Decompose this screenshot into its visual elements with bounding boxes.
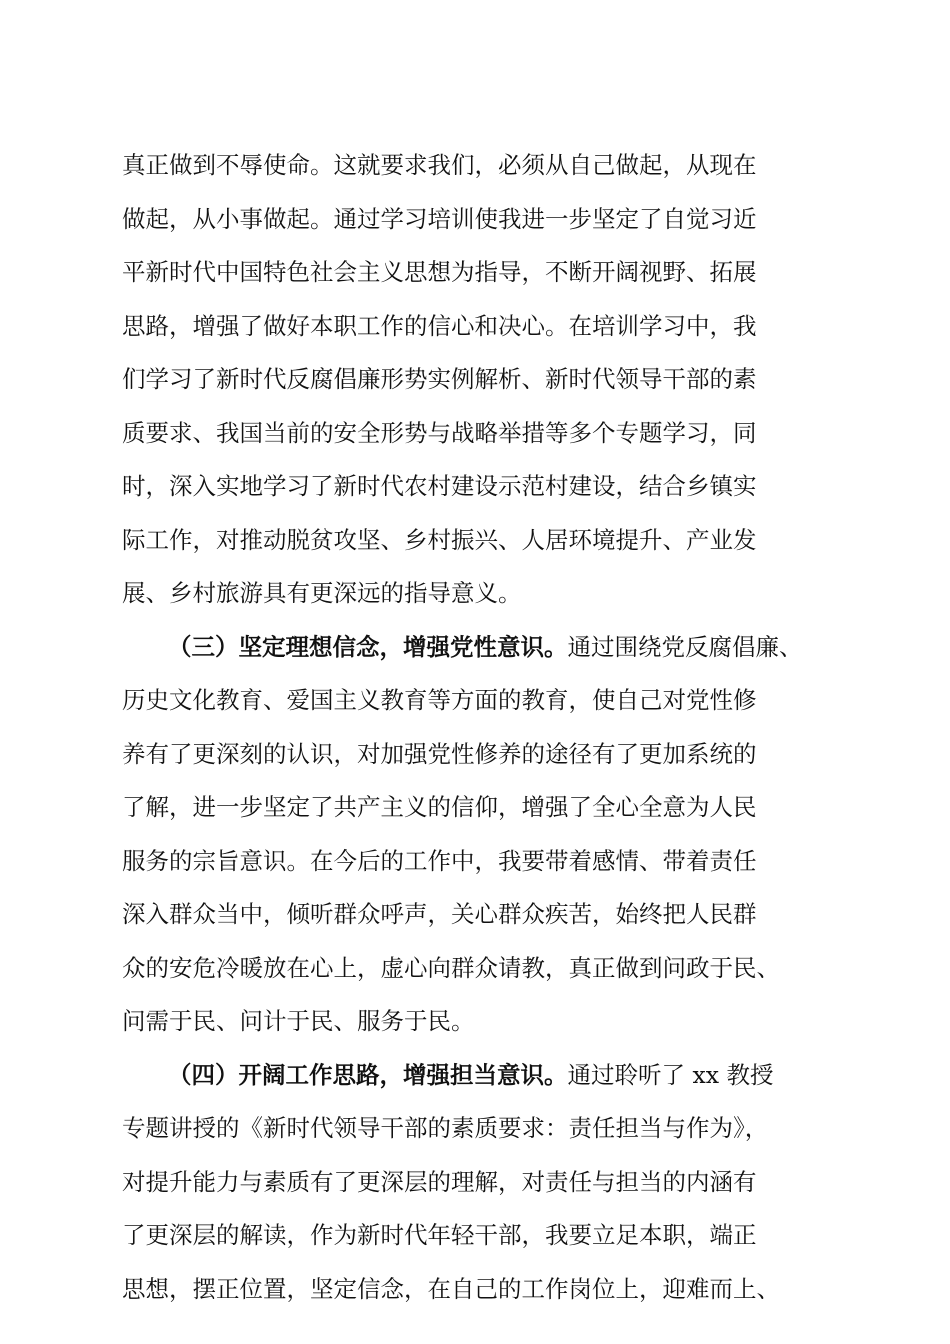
text-line: 对提升能力与素质有了更深层的理解，对责任与担当的内涵有 — [122, 1167, 757, 1196]
text-line: 时，深入实地学习了新时代农村建设示范村建设，结合乡镇实 — [122, 472, 757, 500]
text-line: 了更深层的解读，作为新时代年轻干部，我要立足本职，端正 — [122, 1221, 757, 1249]
text-line: 做起，从小事做起。通过学习培训使我进一步坚定了自觉习近 — [122, 204, 757, 233]
text-line: 深入群众当中，倾听群众呼声，关心群众疾苦，始终把人民群 — [122, 900, 757, 928]
text-run: 通过围绕党反腐倡廉、 — [567, 632, 803, 661]
text-line: 众的安危冷暖放在心上，虚心向群众请教，真正做到问政于民、 — [122, 953, 780, 982]
paragraph-first-line — [122, 1049, 834, 1103]
text-line: 展、乡村旅游具有更深远的指导意义。 — [122, 579, 522, 607]
text-line: 养有了更深刻的认识，对加强党性修养的途径有了更加系统的 — [122, 739, 757, 768]
paragraph-section-4 — [122, 1049, 834, 1317]
text-line: 真正做到不辱使命。这就要求我们，必须从自己做起，从现在 — [122, 151, 757, 179]
text-line: 平新时代中国特色社会主义思想为指导，不断开阔视野、拓展 — [122, 258, 757, 286]
text-line: 问需于民、问计于民、服务于民。 — [122, 1007, 475, 1035]
document-body — [122, 139, 834, 1316]
text-line: 思路，增强了做好本职工作的信心和决心。在培训学习中，我 — [122, 311, 757, 340]
paragraph-section-3 — [122, 621, 834, 1049]
text-line: 了解，进一步坚定了共产主义的信仰，增强了全心全意为人民 — [122, 793, 757, 821]
section-heading: （四）开阔工作思路，增强担当意识。 — [168, 1060, 568, 1089]
section-heading: （三）坚定理想信念，增强党性意识。 — [168, 632, 568, 661]
text-line: 思想，摆正位置，坚定信念，在自己的工作岗位上，迎难而上、 — [122, 1274, 780, 1303]
text-line: 专题讲授的《新时代领导干部的素质要求：责任担当与作为》， — [122, 1114, 769, 1142]
text-run: 通过聆听了 xx 教授 — [567, 1060, 774, 1089]
paragraph-continuation — [122, 139, 834, 621]
text-line: 们学习了新时代反腐倡廉形势实例解析、新时代领导干部的素 — [122, 365, 757, 393]
text-line: 际工作，对推动脱贫攻坚、乡村振兴、人居环境提升、产业发 — [122, 525, 757, 554]
text-line: 历史文化教育、爱国主义教育等方面的教育，使自己对党性修 — [122, 686, 757, 714]
text-line: 质要求、我国当前的安全形势与战略举措等多个专题学习，同 — [122, 418, 757, 447]
text-line: 服务的宗旨意识。在今后的工作中，我要带着感情、带着责任 — [122, 846, 757, 875]
paragraph-first-line — [122, 621, 834, 675]
